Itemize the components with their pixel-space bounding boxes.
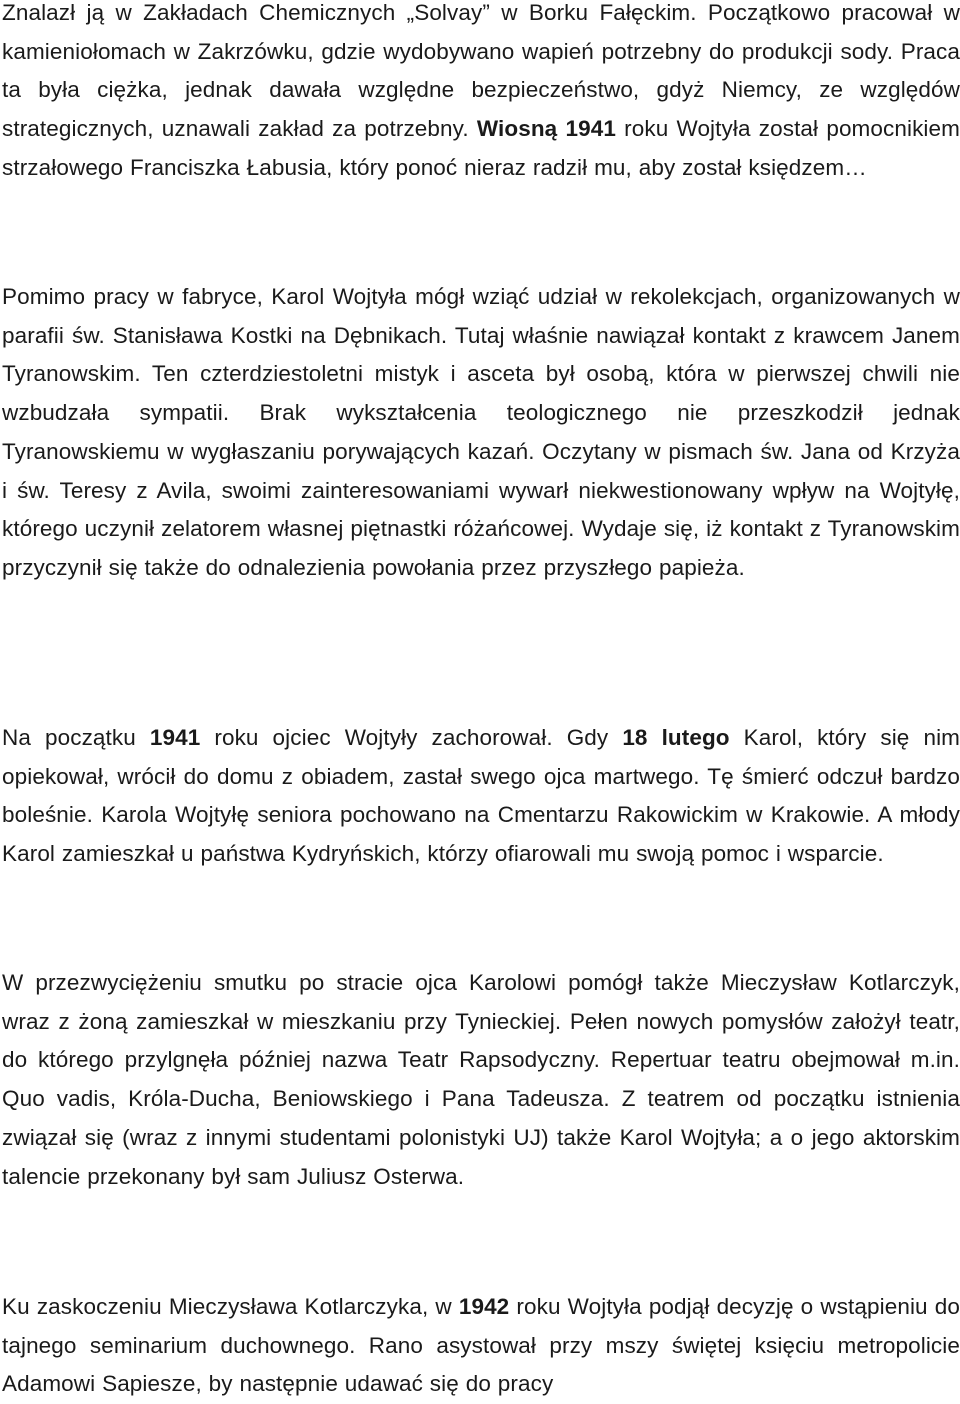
paragraph-solvay — [2, 0, 960, 188]
text-span: roku ojciec Wojtyły zachorował. Gdy — [200, 725, 623, 750]
text-span: roku Wojtyła został pomocnikiem strzałowego Franciszka Łabusia, który ponoć nieraz radził mu, aby został księdzem… — [2, 116, 960, 180]
paragraph-rhapsodic-theatre — [2, 964, 960, 1196]
bold-date: 18 lutego — [622, 725, 730, 750]
text-span: roku Wojtyła podjął decyzję o wstąpieniu do tajnego seminarium duchownego. Rano asystował przy mszy świętej księciu metropolicie Adamowi Sapiesze, by następnie udawać się do pracy — [2, 1294, 960, 1397]
text-span: W przezwyciężeniu smutku po stracie ojca Karolowi pomógł także Mieczysław Kotlarczyk, wraz z żoną zamieszkał w mieszkaniu przy Tynieckiej. Pełen nowych pomysłów założył teatr, do którego przylgnęła później nazwa Teatr Rapsodyczny. Repertuar teatru obejmował m.in. Quo vadis, Króla-Ducha, Beniowskiego i Pana Tadeusza. Z teatrem od początku istnienia związał się (wraz z innymi studentami polonistyki UJ) także Karol Wojtyła; a o jego aktorskim talencie przekonany był sam Juliusz Osterwa. — [2, 970, 960, 1189]
text-span: Ku zaskoczeniu Mieczysława Kotlarczyka, w — [2, 1294, 459, 1319]
bold-year: 1941 — [149, 725, 201, 750]
paragraph-father-death — [2, 719, 960, 874]
text-span: Na początku — [2, 725, 150, 750]
bold-year: 1941 — [565, 116, 616, 142]
text-span: Pomimo pracy w fabryce, Karol Wojtyła mógł wziąć udział w rekolekcjach, organizowanych w parafii św. Stanisława Kostki na Dębnikach. Tutaj właśnie nawiązał kontakt z krawcem Janem Tyranowskim. Ten czterdziestoletni mistyk i asceta był osobą, która w pierwszej chwili nie wzbudzała sympatii. Brak wykształcenia teologicznego nie przeszkodził jednak Tyranowskiemu w wygłaszaniu porywających kazań. Oczytany w pismach św. Jana od Krzyża i św. Teresy z Avila, swoimi zainteresowaniami wywarł niekwestionowany wpływ na Wojtyłę, którego uczynił zelatorem własnej piętnastki różańcowej. Wydaje się, iż kontakt z Tyranowskim przyczynił się także do odnalezienia powołania przez przyszłego papieża. — [2, 284, 960, 580]
bold-year: 1942 — [458, 1294, 510, 1319]
text-span: Znalazł ją w Zakładach Chemicznych „Solvay” w Borku Fałęckim. Początkowo pracował w kamieniołomach w Zakrzówku, gdzie wydobywano wapień potrzebny do produkcji sody. Praca ta była ciężka, jednak dawała względne bezpieczeństwo, gdyż Niemcy, ze względów strategicznych, uznawali zakład za potrzebny. — [2, 0, 960, 142]
bold-text: Wiosną — [476, 116, 558, 142]
paragraph-seminary — [2, 1288, 960, 1404]
text-span: Karol, który się nim opiekował, wrócił do domu z obiadem, zastał swego ojca martwego. Tę śmierć odczuł bardzo boleśnie. Karola Wojtyłę seniora pochowano na Cmentarzu Rakowickim w Krakowie. A młody Karol zamieszkał u państwa Kydryńskich, którzy ofiarowali mu swoją pomoc i wsparcie. — [2, 725, 960, 867]
paragraph-tyranowski — [2, 278, 960, 588]
